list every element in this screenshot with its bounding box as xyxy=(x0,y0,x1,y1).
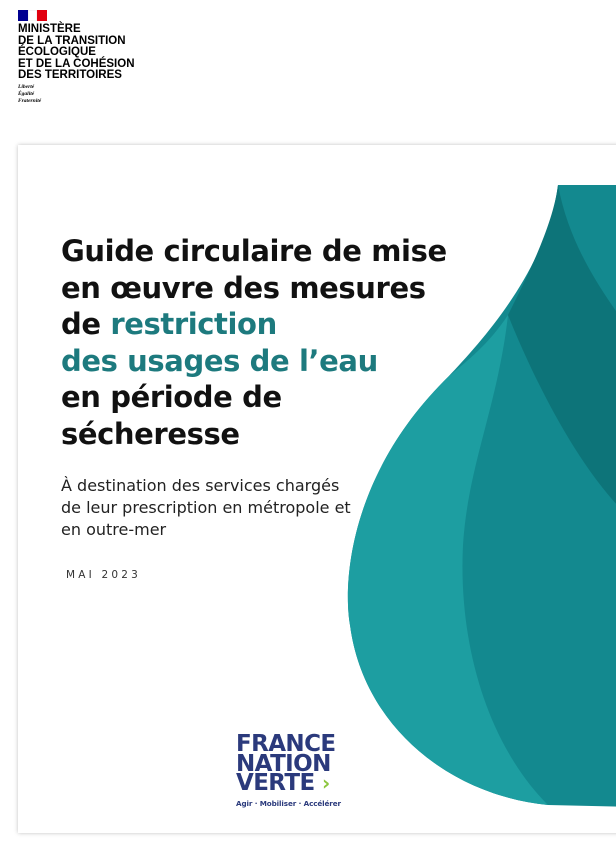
motto-line: Liberté xyxy=(18,84,35,90)
ministry-line: DE LA TRANSITION xyxy=(18,34,126,47)
france-nation-verte-logo xyxy=(236,731,352,808)
title-line: Guide circulaire de mise xyxy=(61,234,447,268)
ministry-line: ET DE LA COHÉSION xyxy=(18,57,135,70)
logo-line: NATION xyxy=(236,750,331,777)
title-line: de xyxy=(61,307,111,341)
ministry-line: ÉCOLOGIQUE xyxy=(18,46,96,58)
logo-line: FRANCE xyxy=(236,731,336,757)
ministry-line: DES TERRITOIRES xyxy=(18,69,122,81)
motto-line: Égalité xyxy=(18,91,35,97)
header xyxy=(0,0,616,140)
ministry-name xyxy=(18,24,135,82)
publication-date: MAI 2023 xyxy=(66,569,141,581)
title-highlight: restriction xyxy=(110,307,277,341)
document-subtitle: À destination des services chargés de leur prescription en métropole et en outre-mer xyxy=(61,476,351,539)
cover-page xyxy=(18,145,616,833)
title-line: en œuvre des mesures xyxy=(61,270,426,305)
title-line: en période de xyxy=(61,380,282,414)
document-title xyxy=(61,233,491,452)
ministry-line: MINISTÈRE xyxy=(18,23,81,35)
logo-line: VERTE › xyxy=(236,770,330,796)
marianne-flag-icon xyxy=(18,10,47,21)
logo-tagline: Agir · Mobiliser · Accélérer xyxy=(236,798,341,808)
republic-motto xyxy=(18,84,41,105)
title-line: sécheresse xyxy=(61,416,240,451)
motto-line: Fraternité xyxy=(18,98,42,104)
chevron-right-icon: › xyxy=(322,771,330,795)
title-highlight: des usages de l’eau xyxy=(61,343,378,378)
